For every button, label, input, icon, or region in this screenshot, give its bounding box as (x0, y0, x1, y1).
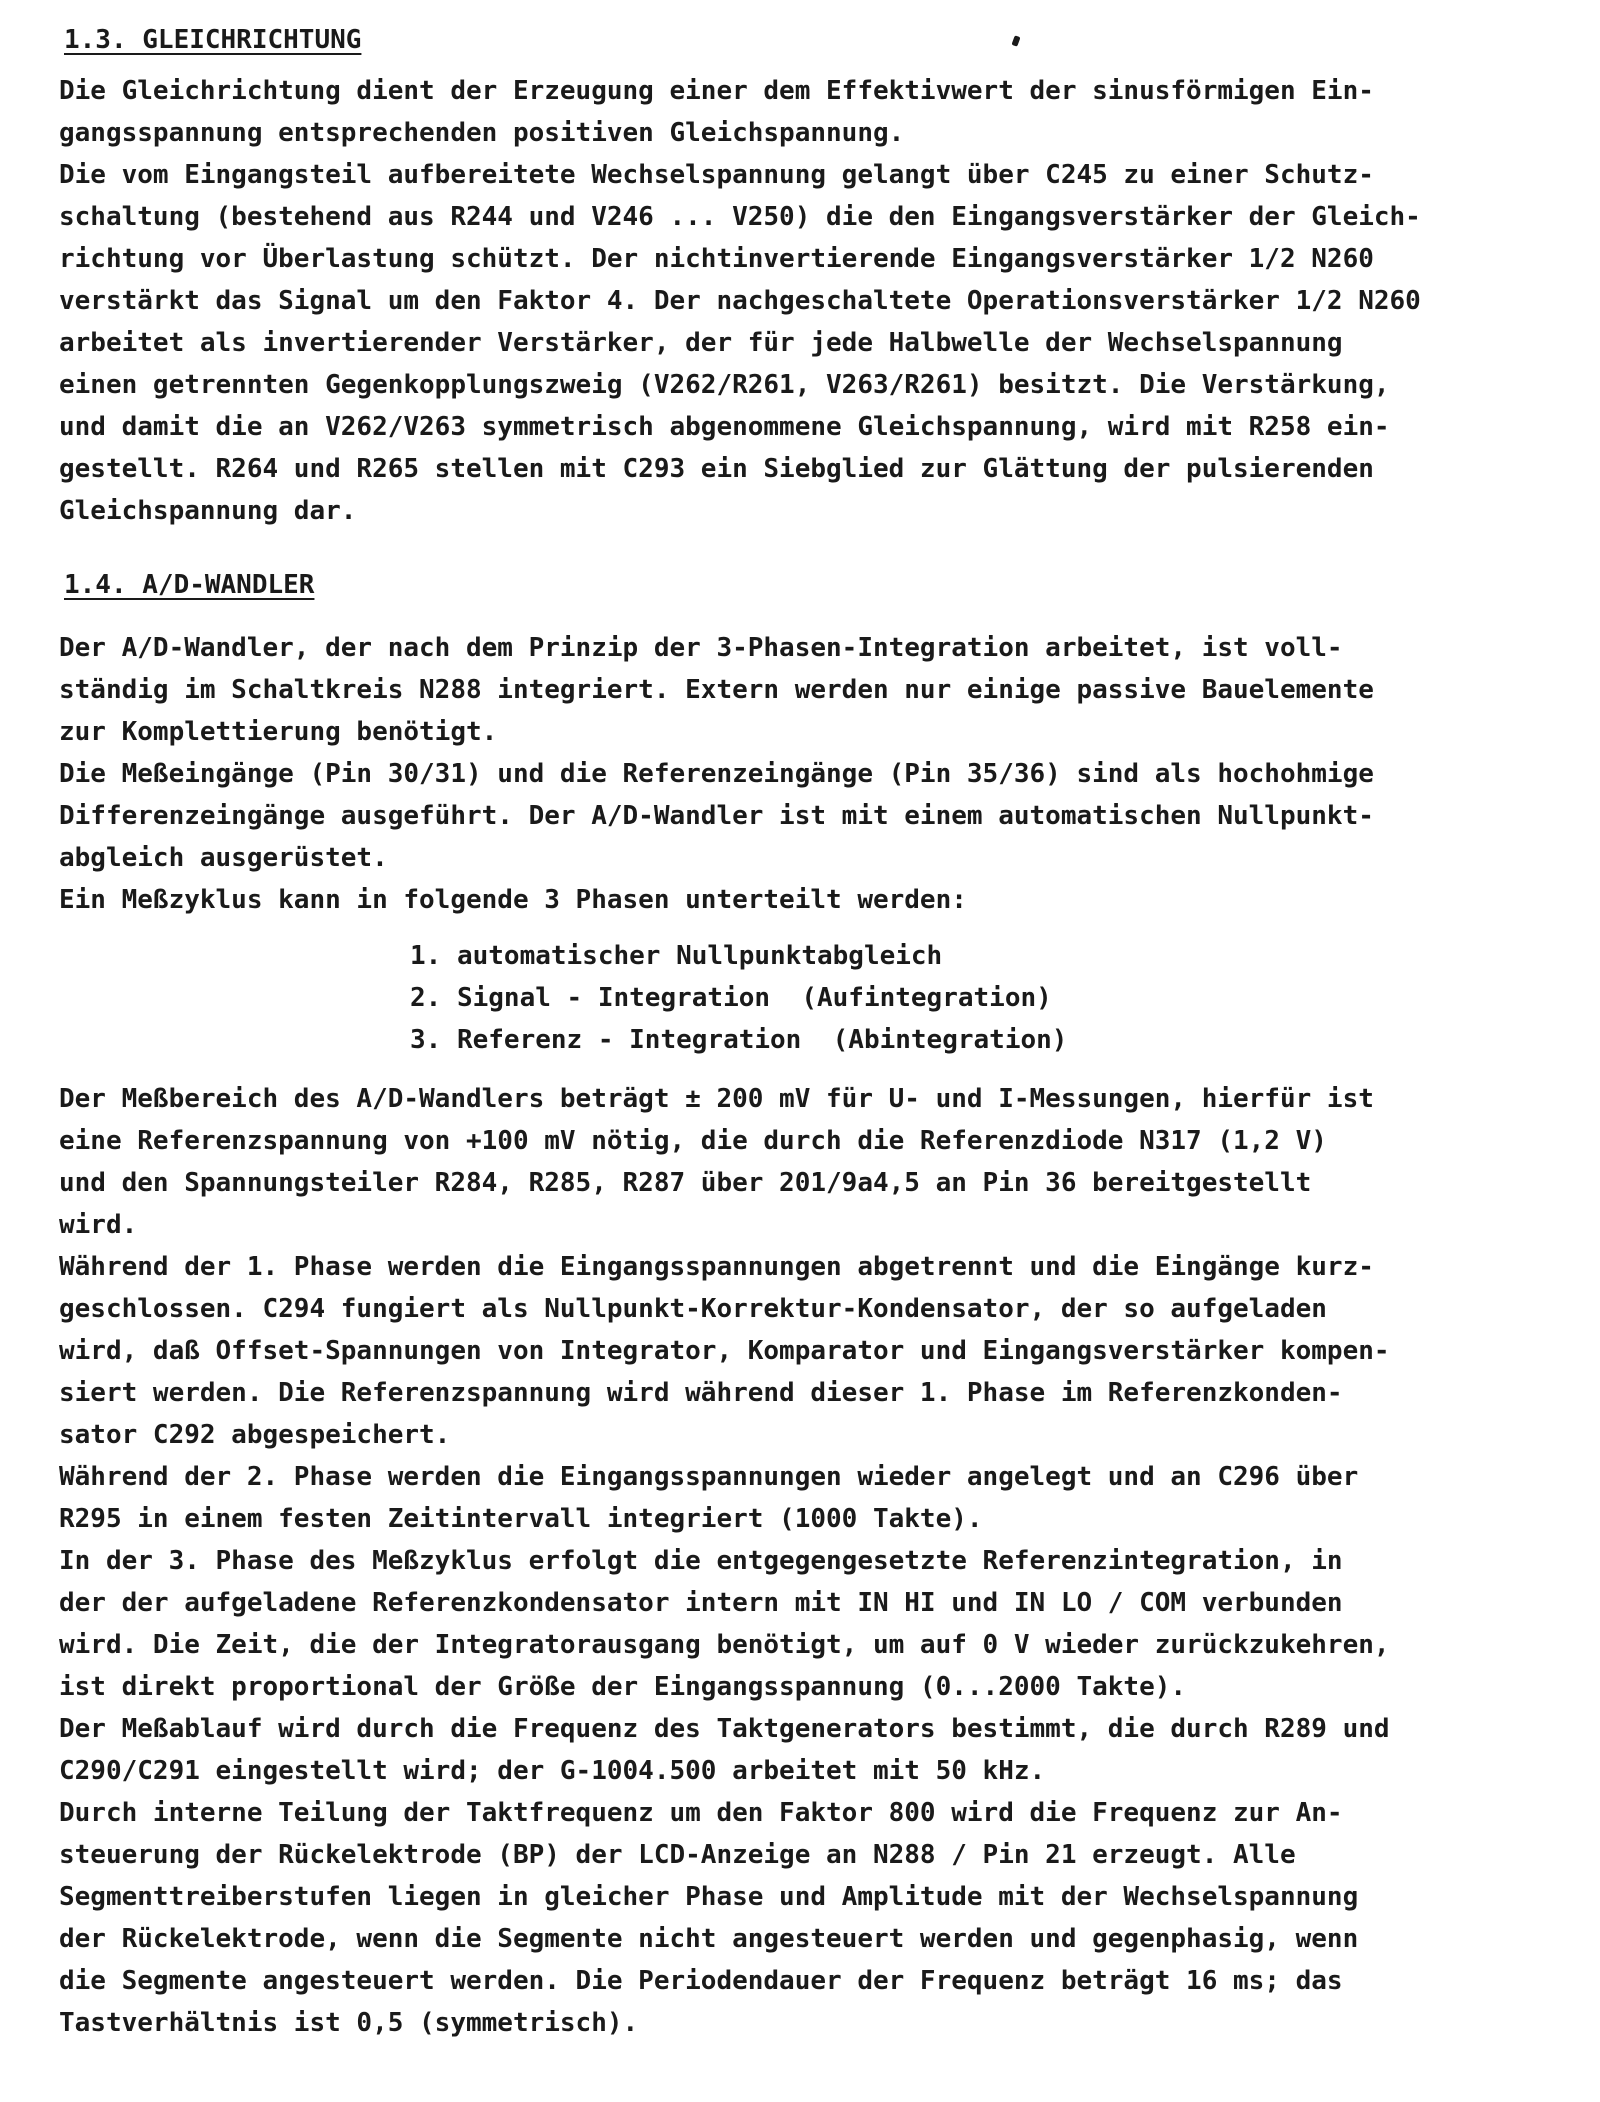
text-line: einen getrennten Gegenkopplungszweig (V262/R261, V263/R261) besitzt. Die Verstärkung, (59, 370, 1390, 400)
text-line: der der aufgeladene Referenzkondensator intern mit IN HI und IN LO / COM verbunden (59, 1588, 1343, 1618)
section-body-gleichrichtung (59, 70, 1559, 532)
text-line: Segmenttreiberstufen liegen in gleicher Phase und Amplitude mit der Wechselspannung (59, 1882, 1359, 1912)
text-line: ist direkt proportional der Größe der Eingangsspannung (0...2000 Takte). (59, 1672, 1187, 1702)
text-line: Die Meßeingänge (Pin 30/31) und die Referenzeingänge (Pin 35/36) sind als hochohmige (59, 759, 1374, 789)
text-line: verstärkt das Signal um den Faktor 4. Der nachgeschaltete Operationsverstärker 1/2 N260 (59, 286, 1421, 316)
text-line: Die vom Eingangsteil aufbereitete Wechselspannung gelangt über C245 zu einer Schutz- (59, 160, 1374, 190)
text-line: Durch interne Teilung der Taktfrequenz um den Faktor 800 wird die Frequenz zur An- (59, 1798, 1343, 1828)
phase-item: 2. Signal - Integration (Aufintegration) (410, 983, 1052, 1013)
text-line: wird. (59, 1210, 138, 1240)
text-line: Tastverhältnis ist 0,5 (symmetrisch). (59, 2008, 639, 2038)
text-line: Differenzeingänge ausgeführt. Der A/D-Wandler ist mit einem automatischen Nullpunkt- (59, 801, 1374, 831)
text-line: und den Spannungsteiler R284, R285, R287 über 201/9a4,5 an Pin 36 bereitgestellt (59, 1168, 1312, 1198)
text-line: der Rückelektrode, wenn die Segmente nicht angesteuert werden und gegenphasig, wenn (59, 1924, 1359, 1954)
text-line: Ein Meßzyklus kann in folgende 3 Phasen unterteilt werden: (59, 885, 967, 915)
text-line: arbeitet als invertierender Verstärker, der für jede Halbwelle der Wechselspannung (59, 328, 1343, 358)
text-line: zur Komplettierung benötigt. (59, 717, 498, 747)
text-line: und damit die an V262/V263 symmetrisch abgenommene Gleichspannung, wird mit R258 ein- (59, 412, 1390, 442)
text-line: In der 3. Phase des Meßzyklus erfolgt die entgegengesetzte Referenzintegration, in (59, 1546, 1343, 1576)
text-line: die Segmente angesteuert werden. Die Periodendauer der Frequenz beträgt 16 ms; das (59, 1966, 1343, 1996)
text-line: Der A/D-Wandler, der nach dem Prinzip der 3-Phasen-Integration arbeitet, ist voll- (59, 633, 1343, 663)
section-body-ad-wandler (59, 1078, 1559, 2044)
text-line: Der Meßbereich des A/D-Wandlers beträgt ± 200 mV für U- und I-Messungen, hierfür ist (59, 1084, 1374, 1114)
section-heading-gleichrichtung: 1.3. GLEICHRICHTUNG (64, 25, 362, 55)
ink-speck (1011, 35, 1020, 46)
text-line: richtung vor Überlastung schützt. Der nichtinvertierende Eingangsverstärker 1/2 N260 (59, 244, 1374, 274)
text-line: abgleich ausgerüstet. (59, 843, 388, 873)
text-line: Die Gleichrichtung dient der Erzeugung einer dem Effektivwert der sinusförmigen Ein- (59, 76, 1374, 106)
text-line: R295 in einem festen Zeitintervall integriert (1000 Takte). (59, 1504, 983, 1534)
text-line: Gleichspannung dar. (59, 496, 357, 526)
text-line: geschlossen. C294 fungiert als Nullpunkt-Korrektur-Kondensator, der so aufgeladen (59, 1294, 1327, 1324)
phase-item: 3. Referenz - Integration (Abintegration) (410, 1025, 1068, 1055)
text-line: gangsspannung entsprechenden positiven Gleichspannung. (59, 118, 905, 148)
text-line: ständig im Schaltkreis N288 integriert. Extern werden nur einige passive Bauelemente (59, 675, 1374, 705)
text-line: schaltung (bestehend aus R244 und V246 ... V250) die den Eingangsverstärker der Gleich- (59, 202, 1421, 232)
text-line: sator C292 abgespeichert. (59, 1420, 451, 1450)
text-line: steuerung der Rückelektrode (BP) der LCD-Anzeige an N288 / Pin 21 erzeugt. Alle (59, 1840, 1296, 1870)
text-line: siert werden. Die Referenzspannung wird während dieser 1. Phase im Referenzkonden- (59, 1378, 1343, 1408)
text-line: C290/C291 eingestellt wird; der G-1004.500 arbeitet mit 50 kHz. (59, 1756, 1046, 1786)
text-line: wird, daß Offset-Spannungen von Integrator, Komparator und Eingangsverstärker kompen- (59, 1336, 1390, 1366)
phase-item: 1. automatischer Nullpunktabgleich (410, 941, 943, 971)
text-line: Während der 1. Phase werden die Eingangsspannungen abgetrennt und die Eingänge kurz- (59, 1252, 1374, 1282)
text-line: Während der 2. Phase werden die Eingangsspannungen wieder angelegt und an C296 über (59, 1462, 1359, 1492)
section-intro-ad-wandler (59, 627, 1559, 921)
text-line: eine Referenzspannung von +100 mV nötig, die durch die Referenzdiode N317 (1,2 V) (59, 1126, 1327, 1156)
phase-list (410, 935, 1067, 1061)
section-heading-ad-wandler: 1.4. A/D-WANDLER (64, 570, 315, 600)
text-line: Der Meßablauf wird durch die Frequenz des Taktgenerators bestimmt, die durch R289 und (59, 1714, 1390, 1744)
text-line: gestellt. R264 und R265 stellen mit C293 ein Siebglied zur Glättung der pulsierenden (59, 454, 1374, 484)
text-line: wird. Die Zeit, die der Integratorausgang benötigt, um auf 0 V wieder zurückzukehren, (59, 1630, 1390, 1660)
